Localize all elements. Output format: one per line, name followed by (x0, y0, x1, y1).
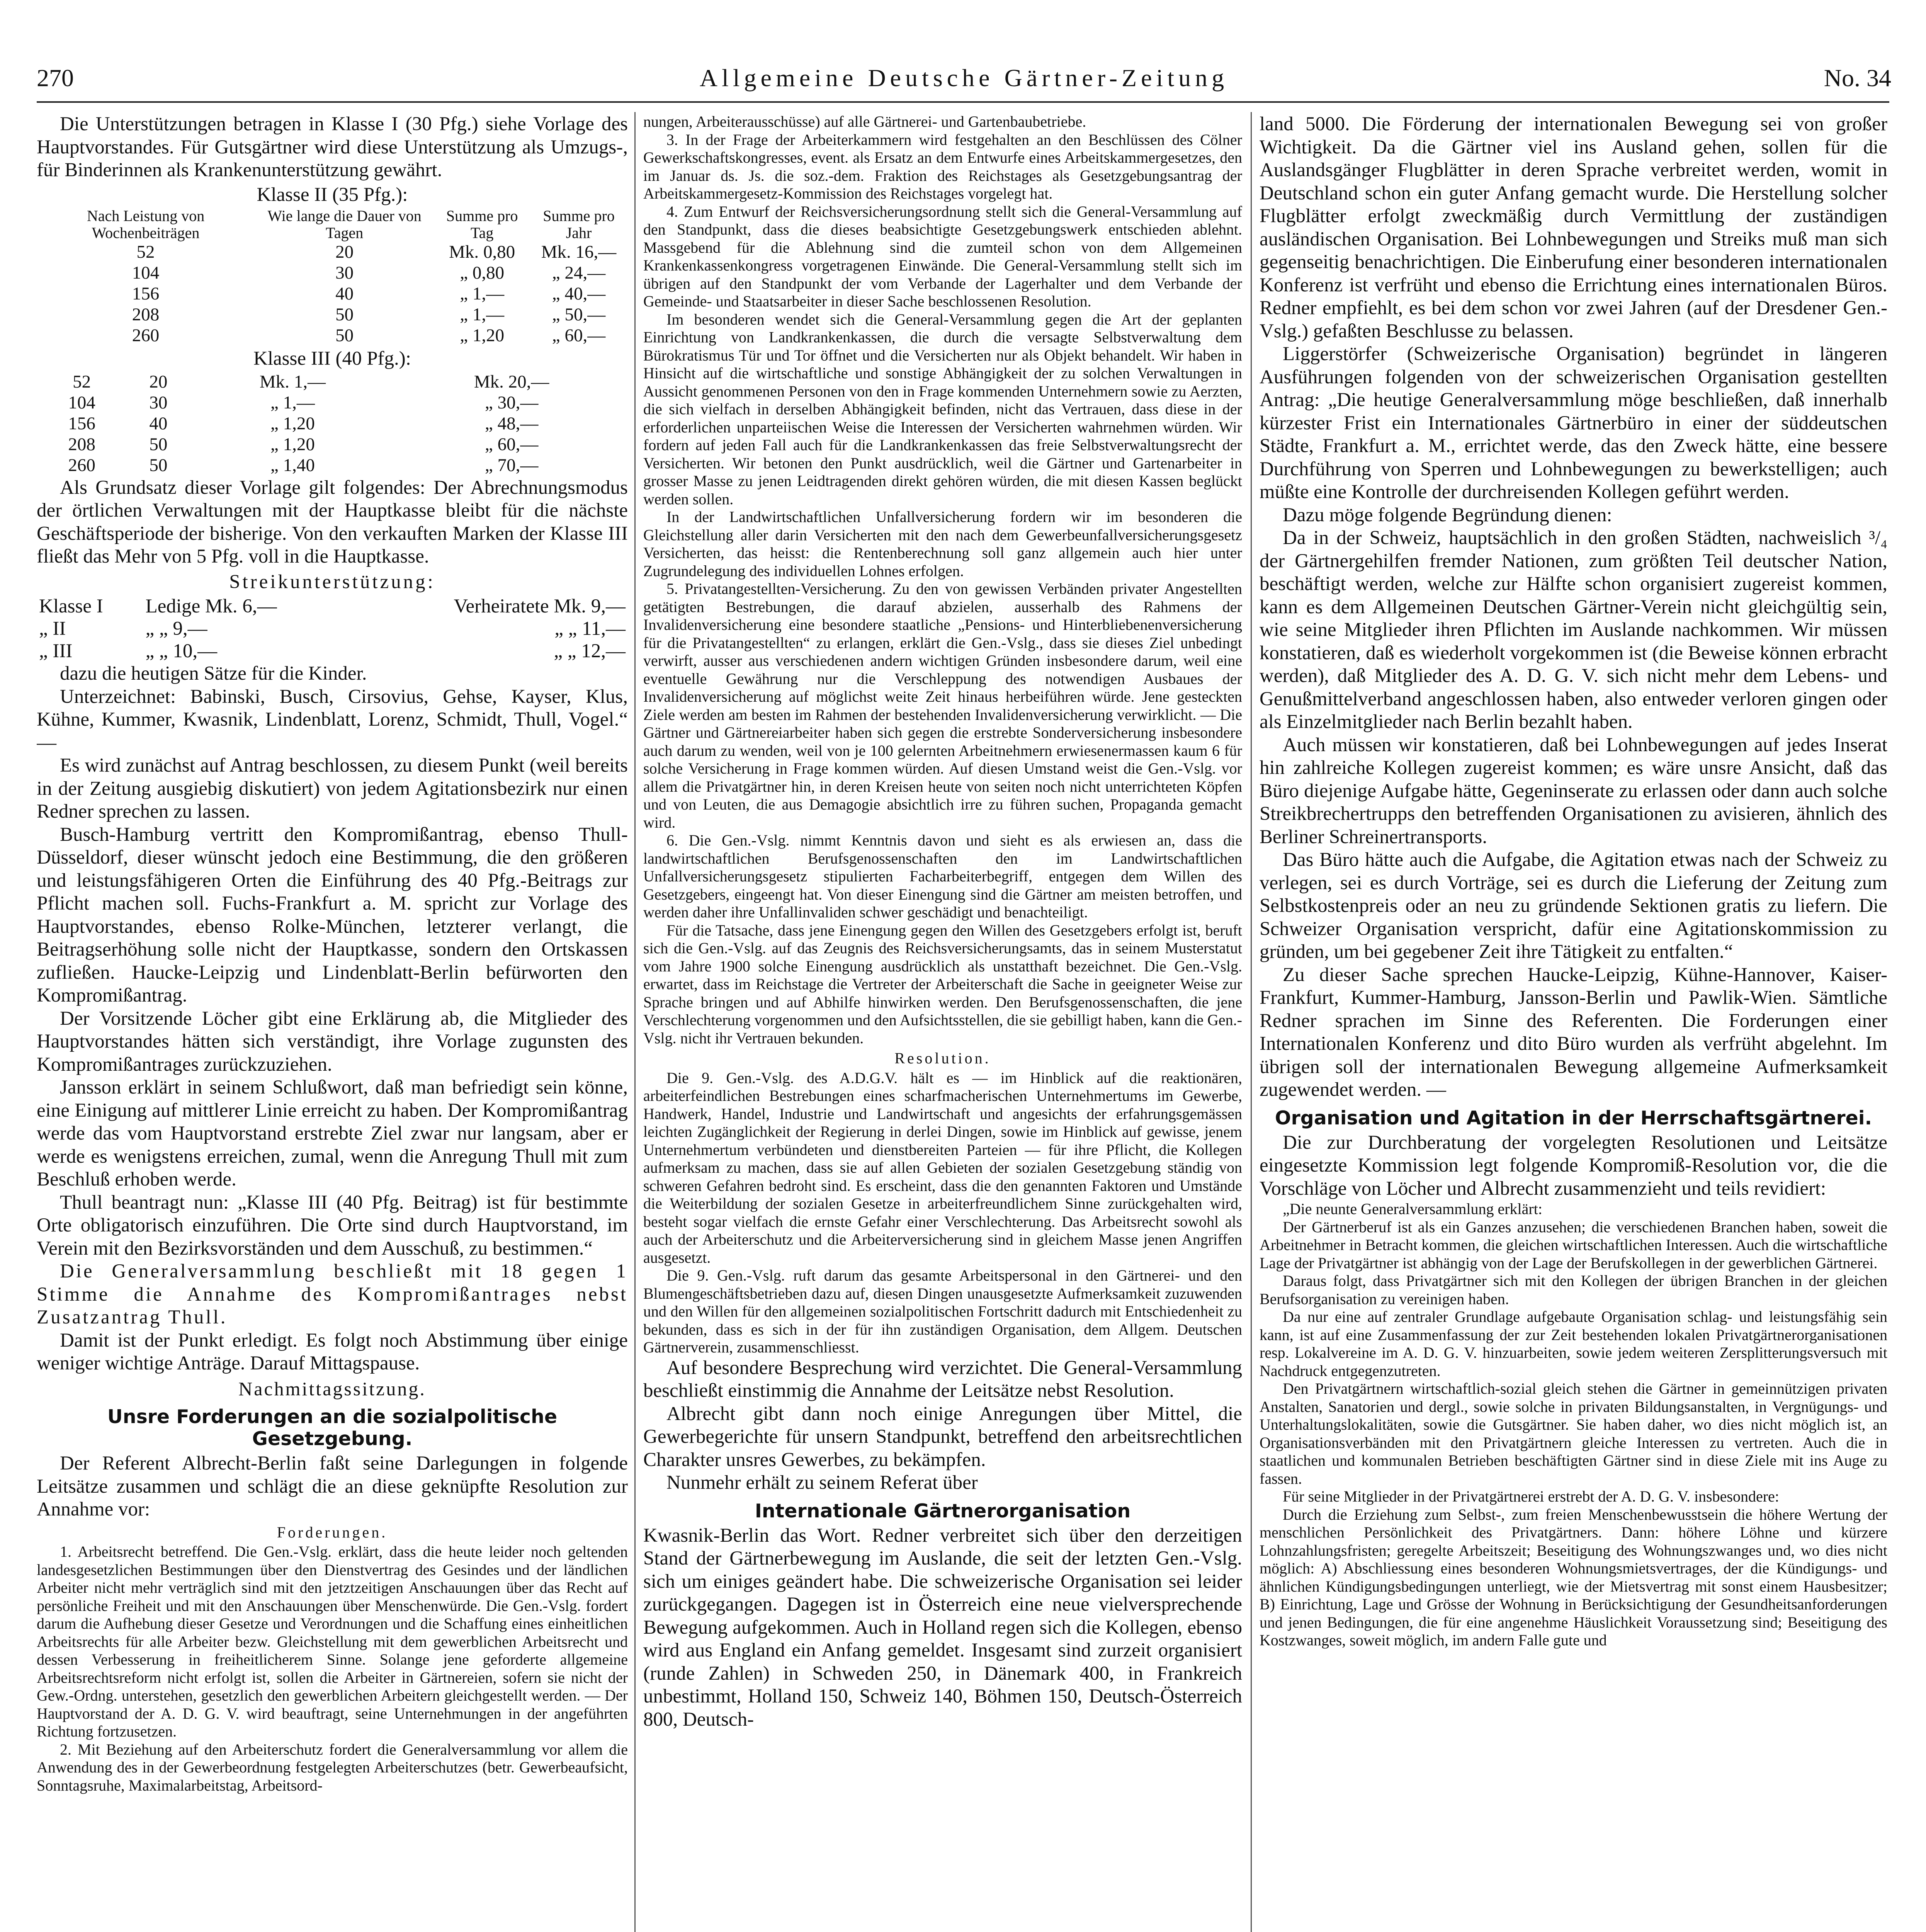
paragraph: Die 9. Gen.-Vslg. ruft darum das gesamte Arbeitspersonal in den Gärtnerei- und den Blumengeschäftsbetrieben dazu auf, diesen Dingen unausgesetzte Aufmerksamkeit zuzuwenden und den Willen für den allgemeinen sozialpolitischen Fortschritt dadurch mit Entschiedenheit zu bekunden, dass es sich in der für ihn zuständigen Organisation, dem Allgem. Deutschen Gärtnerverein, zusammenschliesst. (643, 1267, 1242, 1356)
table-header: Summe pro Jahr (543, 207, 615, 242)
cell: 104 (68, 392, 95, 413)
table-header: Wie lange die Dauer von Tagen (267, 207, 422, 242)
column-2 (643, 113, 1242, 1932)
paragraph: Jansson erklärt in seinem Schlußwort, daß man befriedigt sein könne, eine Einigung auf mittlerer Linie erreicht zu haben. Der Kompromißantrag werde das vom Hauptvorstand erstrebte Ziel zwar nur langsam, aber er werde es wenigstens erreichen, zumal, wenn die Anregung Thull mit zum Beschluß erhoben werde. (37, 1077, 628, 1190)
cell: „ 1,20 (270, 434, 315, 454)
table-header: Summe pro Tag (446, 207, 518, 242)
column-divider (1251, 112, 1252, 1932)
klasse-2-label: Klasse II (35 Pfg.): (257, 184, 408, 206)
paragraph: Da nur eine auf zentraler Grundlage aufgebaute Organisation schlag- und leistungsfähig sein kann, ist auf eine Zusammenfassung der zur Zeit bestehenden lokalen Privatgärtnerorganisationen resp. Lokalvereine im A. D. G. V. hinzuarbeiten, sowie jedem weiteren Zersplitterungsversuch mit Nachdruck entgegenzutreten. (1260, 1308, 1887, 1379)
paragraph: Damit ist der Punkt erledigt. Es folgt noch Abstimmung über einige weniger wichtige Anträge. Darauf Mittagspause. (37, 1329, 628, 1374)
paragraph: In der Landwirtschaftlichen Unfallversicherung fordern wir im besonderen die Gleichstellung aller darin Versicherten mit den nach dem Gewerbeunfallversicherungsgesetz Versicherten, das heisst: die Rentenberechnung soll ganz allgemein auch hier unter Zugrundelegung des individuellen Lohnes erfolgen. (643, 508, 1242, 580)
cell: 50 (149, 434, 168, 454)
paragraph: Kwasnik-Berlin das Wort. Redner verbreitet sich über den derzeitigen Stand der Gärtnerbewegung im Auslande, die seit der letzten Gen.-Vslg. sich um einiges geändert habe. Die schweizerische Organisation sei leider zurückgegangen. Dagegen ist in Österreich eine neue vielversprechende Bewegung aufgekommen. Auch in Holland regen sich die Kollegen, ebenso wird aus England ein Anfang gemeldet. Insgesamt sind zurzeit organisiert (runde Zahlen) in Schweden 250, in Dänemark 400, in Frankreich unbestimmt, Holland 150, Schweiz 140, Böhmen 150, Deutsch-Österreich 800, Deutsch- (643, 1524, 1242, 1730)
table-row (37, 262, 628, 283)
subsection-title: Resolution. (894, 1049, 991, 1067)
cell: Ledige Mk. 6,— (145, 595, 277, 617)
paragraph: Da in der Schweiz, hauptsächlich in den großen Städten, nachweislich ³/₄ der Gärtnergehilfen fremder Nationen, zum größten Teil deutscher Nation, beschäftigt werden, welche zur Hälfte schon organisiert zugereist kommen, kann es dem Allgemeinen Deutschen Gärtner-Verein nicht gleichgültig sein, wie seine Mitglieder ihren Pflichten im Auslande nachkommen. Wir müssen konstatieren, daß es wiederholt vorgekommen ist (die Beweise können erbracht werden), daß Mitglieder des A. D. G. V. sich nicht mehr dem Lebens- und Genußmittelverband angeschlossen haben, also entweder verloren gingen oder als Einzelmitglieder nach Berlin bezahlt haben. (1260, 527, 1887, 733)
support-table-klasse-2 (37, 207, 628, 346)
cell: 40 (149, 413, 168, 434)
cell: 50 (335, 325, 354, 345)
issue-number: No. 34 (1824, 64, 1891, 92)
paragraph: Als Grundsatz dieser Vorlage gilt folgendes: Der Abrechnungsmodus der örtlichen Verwaltungen mit der Hauptkasse bleibt für die nächste Geschäftsperiode der bisherige. Von den verkauften Marken der Klasse III fließt das Mehr von 5 Pfg. voll in die Hauptkasse. (37, 476, 628, 567)
paragraph: 3. In der Frage der Arbeiterkammern wird festgehalten an den Beschlüssen des Cölner Gewerkschaftskongresses, event. als Ersatz an dem Entwurfe eines Arbeitskammergesetzes, den im Januar ds. Js. die soz.-dem. Fraktion des Reichstages als Gesetzgebungsantrag der Arbeitskammergesetz-Kommission des Reichstages vorgelegt hat. (643, 131, 1242, 202)
cell: „ 1,— (460, 304, 505, 325)
cell: „ 60,— (552, 325, 606, 345)
paragraph: 1. Arbeitsrecht betreffend. Die Gen.-Vslg. erklärt, dass die heute leider noch geltenden landesgesetzlichen Bestimmungen über den Dienstvertrag des Gesindes und der ländlichen Arbeiter nicht mehr verträglich sind mit den jetztzeitigen Anschauungen über das Recht auf persönliche Freiheit und mit den Anschauungen über Menschenwürde. Die Gen.-Vslg. fordert darum die Aufhebung dieser Gesetze und Verordnungen und die Schaffung eines einheitlichen Arbeitsrechts für alle Arbeiter bezw. Gleichstellung mit dem gewerblichen Arbeitsrecht und dessen Verbesserung in freiheitlicherem Sinne. Solange jene geforderte allgemeine Arbeitsrechtsreform nicht erfolgt ist, sollen die Arbeiter in Gärtnereien, sofern sie nicht der Gew.-Ordng. unterstehen, gesetzlich den gewerblichen Arbeitern gleichgestellt werden. — Der Hauptvorstand der A. D. G. V. wird beauftragt, seine Unternehmungen in der angeführten Richtung fortzusetzen. (37, 1543, 628, 1740)
paragraph: Auf besondere Besprechung wird verzichtet. Die General-Versammlung beschließt einstimmig die Annahme der Leitsätze nebst Resolution. (643, 1357, 1242, 1401)
cell: Mk. 20,— (474, 371, 549, 392)
cell: 208 (68, 434, 95, 454)
paragraph: Dazu möge folgende Begründung dienen: (1283, 504, 1612, 526)
paragraph: 2. Mit Beziehung auf den Arbeiterschutz fordert die Generalversammlung vor allem die Anwendung des in der Gewerbeordnung festgelegten Arbeiterschutzes (betr. Gewerbeaufsicht, Sonntagsruhe, Maximalarbeitstag, Arbeitsord- (37, 1740, 628, 1794)
paragraph: 5. Privatangestellten-Versicherung. Zu den von gewissen Verbänden privater Angestellten getätigten Bestrebungen, die darauf abzielen, ausserhalb des Rahmens der Invalidenversicherung eine besondere staatliche „Pensions- und Hinterbliebenenversicherung für die Privatangestellten“ zu erlangen, erklärt die Gen.-Vslg., dass sie dieses Ziel unbedingt verwirft, ausser aus verschiedenen andern wichtigen Gründen insbesondere darum, weil eine eventuelle Gewährung nur die Verschleppung des notwendigen Ausbaues der Invalidenversicherung auf möglichst weite Zeit hinaus herbeiführen würde. Jene gesteckten Ziele werden am besten im Rahmen der bestehenden Invalidenversicherung verwirklicht. — Die Gärtner und Gärtnereiarbeiter haben sich gegen die erstrebte Sonderversicherung insbesondere auch darum zu wenden, weil von je 100 gelernten Arbeitnehmern erwiesenermassen kaum 6 für solche Versicherung in Frage kommen würden. Auf diesen Umstand weist die Gen.-Vslg. vor allem die Privatgärtner hin, in deren Kreisen heute von seiten noch nicht unterrichteten Köpfen und von Leuten, die aus Demagogie absichtlich irre zu führen suchen, Propaganda gemacht wird. (643, 580, 1242, 831)
paragraph: Daraus folgt, dass Privatgärtner sich mit den Kollegen der übrigen Branchen in der gleichen Berufsorganisation zu vereinigen haben. (1260, 1272, 1887, 1308)
table-row (37, 434, 628, 455)
paragraph: Albrecht gibt dann noch einige Anregungen über Mittel, die Gewerbegerichte für unsern Standpunkt, betreffend den arbeitsrechtlichen Charakter unsres Gewerbes, zu bekämpfen. (643, 1403, 1242, 1471)
table-row (37, 617, 628, 640)
signatories: Unterzeichnet: Babinski, Busch, Cirsovius, Gehse, Kayser, Klus, Kühne, Kummer, Kwasnik, Lindenblatt, Lorenz, Schmidt, Thull, Vogel.“ — (37, 685, 628, 753)
cell: 30 (149, 392, 168, 413)
cell: 208 (132, 304, 160, 325)
newspaper-title: Allgemeine Deutsche Gärtner-Zeitung (699, 64, 1229, 92)
paragraph: Im besonderen wendet sich die General-Versammlung gegen die Art der geplanten Einrichtung von Landkrankenkassen, die durch die versagte Selbstverwaltung dem Bürokratismus Tür und Tor öffnet und die Versicherten nur als Objekt behandelt. Wir haben in Hinsicht auf die wirtschaftliche und sonstige Abhängigkeit der zu solchen Verwaltungen in Aussicht genommenen Personen von den in Frage kommenden Unternehmern sowie zu Aerzten, die sich vielfach in derselben Abhängigkeit befinden, nicht das Vertrauen, dass diese in der erforderlichen unparteiischen Weise die Interessen der Versicherten wahrnehmen würden. Wir fordern auf jeden Fall auch für die Landkrankenkassen das freie Selbstverwaltungsrecht der Versicherten. Wir betonen den Punkt ausdrücklich, weil die Gärtner und Gartenarbeiter in grosser Masse zu jenen Leidtragenden direkt gehören würden, die mit diesen Kassen beglückt werden sollen. (643, 310, 1242, 508)
cell: „ „ 9,— (145, 618, 207, 639)
table-row (37, 371, 628, 392)
cell: „ 1,40 (270, 455, 315, 475)
paragraph: 4. Zum Entwurf der Reichsversicherungsordnung stellt sich die General-Versammlung auf den Standpunkt, dass die dieses beabsichtigte Gesetzgebungswerk entschieden ablehnt. Massgebend für die Ablehnung sind die zumteil schon von dem Allgemeinen Krankenkassenkongress vorgetragenen Einwände. Die General-Versammlung stellt sich im übrigen auf den Standpunkt der vom Verbande der Lagerhalter und dem Verbande der Gemeinde- und Staatsarbeiter in dieser Sache beschlossenen Resolution. (643, 202, 1242, 310)
column-3 (1260, 113, 1887, 1932)
cell: 50 (149, 455, 168, 475)
paragraph: Der Gärtnerberuf ist als ein Ganzes anzusehen; die verschiedenen Branchen haben, soweit die Arbeitnehmer in Betracht kommen, die gleichen wirtschaftlichen Interessen. Auch die wirtschaftliche Lage der Privatgärtner ist abhängig von der Lage der Berufskollegen in der gewerblichen Gärtnerei. (1260, 1218, 1887, 1272)
cell: 52 (73, 371, 91, 392)
klasse-3-label: Klasse III (40 Pfg.): (253, 347, 411, 369)
cell: „ 1,— (460, 283, 505, 304)
cell: „ 1,20 (270, 413, 315, 434)
table-row (37, 595, 628, 617)
subsection-title: Forderungen. (277, 1523, 388, 1541)
cell: 156 (68, 413, 95, 434)
paragraph: Den Privatgärtnern wirtschaftlich-sozial gleich stehen die Gärtner in gemeinnützigen privaten Anstalten, Sanatorien und dergl., sowie solche in privaten Bildungsanstalten, in Vergnügungs- und Unterhaltungslokalitäten, sowie die Gutsgärtner. Sie haben daher, wo dies nicht möglich ist, an Organisationsverbänden mit den Privatgärtnern gleiche Interessen zu vertreten. Auch die in staatlichen und kommunalen Betrieben beschäftigten Gärtner sind in diese Ziele mit ins Auge zu fassen. (1260, 1380, 1887, 1487)
paragraph: Thull beantragt nun: „Klasse III (40 Pfg. Beitrag) ist für bestimmte Orte obligatorisch einzuführen. Die Orte sind durch Hauptvorstand, im Verein mit den Bezirksvorständen und dem Ausschuß, zu bestimmen.“ (37, 1191, 628, 1259)
paragraph: dazu die heutigen Sätze für die Kinder. (60, 663, 367, 684)
cell: „ 1,— (270, 392, 315, 413)
paragraph: Die 9. Gen.-Vslg. des A.D.G.V. hält es — im Hinblick auf die reaktionären, arbeiterfeindlichen Bestrebungen eines scharfmacherischen Unternehmertums im Gewerbe, Handwerk, Handel, Industrie und Landwirtschaft und angesichts der erfahrungsgemässen leichten Zugänglichkeit der Regierung in derlei Dingen, sowie im Hinblick auf gewisse, jenem Unternehmertum verbündeten und dienstbereiten Parteien — für ihre Pflicht, die Kollegen aufmerksam zu machen, dass sie auf allen Gebieten der sozialen Gesetzgebung ständig von schweren Gefahren bedroht sind. Es erscheint, dass die den genannten Faktoren und Umstände die Weiterbildung der sozialen Gesetze in arbeiterfreundlichem Sinne zurückgehalten wird, besteht sogar vielfach die ernste Gefahr einer Verschlechterung. Das Arbeitsrecht sowohl als auch der Arbeiterschutz und die Arbeiterversicherung sind in gleichem Masse jenen Angriffen ausgesetzt. (643, 1069, 1242, 1266)
cell: „ 1,20 (460, 325, 505, 345)
paragraph: Nunmehr erhält zu seinem Referat über (666, 1472, 978, 1493)
paragraph: Der Referent Albrecht-Berlin faßt seine Darlegungen in folgende Leitsätze zusammen und schlägt die an diese geknüpfte Resolution zur Annahme vor: (37, 1452, 628, 1520)
section-title: Nachmittagssitzung. (238, 1378, 426, 1400)
cell: 156 (132, 283, 160, 304)
table-header: Nach Leistung von Wochenbeiträgen (87, 207, 205, 242)
cell: „ „ 10,— (145, 640, 218, 662)
paragraph: „Die neunte Generalversammlung erklärt: (1283, 1200, 1542, 1218)
cell: „ II (39, 618, 66, 639)
cell: 104 (132, 262, 160, 283)
cell: „ 50,— (552, 304, 606, 325)
cell: Klasse I (39, 595, 103, 617)
paragraph: Es wird zunächst auf Antrag beschlossen, zu diesem Punkt (weil bereits in der Zeitung ausgiebig diskutiert) von jedem Agitationsbezirk nur einen Redner sprechen zu lassen. (37, 755, 628, 822)
header-rule (37, 101, 1889, 103)
paragraph: Busch-Hamburg vertritt den Kompromißantrag, ebenso Thull-Düsseldorf, dieser wünscht jedoch eine Bestimmung, die den größeren und leistungsfähigeren Orten die Einführung des 40 Pfg.-Beitrags zur Pflicht machen soll. Fuchs-Frankfurt a. M. spricht zur Vorlage des Hauptvorstandes, ebenso Rolke-München, letzterer verlangt, die Beitragserhöhung solle nicht der Hauptkasse, sondern den Ortskassen zufließen. Haucke-Leipzig und Lindenblatt-Berlin befürworten den Kompromißantrag. (37, 823, 628, 1006)
cell: „ 60,— (484, 434, 539, 454)
cell: „ „ 12,— (554, 640, 626, 662)
paragraph: Durch die Erziehung zum Selbst-, zum freien Menschenbewusstsein die höhere Wertung der menschlichen Persönlichkeit des Privatgärtners. Dann: höhere Löhne und kürzere Lohnzahlungsfristen; geregelte Arbeitszeit; Beseitigung des Wohnungszwanges und, wo dies nicht möglich: A) Abschliessung eines besonderen Wohnungsmietsvertrages, der die Kündigungs- und ähnlichen Kündigungsbedingungen unterliegt, wie der Mietsvertrag mit sonst einem Hausbesitzer; B) Einrichtung, Lage und Grösse der Wohnung in Berücksichtigung der Gesundheitsanforderungen und jenen Bedingungen, die für eine angenehme Häuslichkeit Voraussetzung sind; Beseitigung des Kostzwanges, soweit möglich, im andern Falle gute und (1260, 1505, 1887, 1649)
table-row (37, 640, 628, 662)
section-title: Streikunterstützung: (229, 571, 435, 593)
cell: „ 30,— (484, 392, 539, 413)
paragraph: nungen, Arbeiterausschüsse) auf alle Gärtnerei- und Gartenbaubetriebe. (643, 113, 1086, 130)
paragraph: land 5000. Die Förderung der internationalen Bewegung sei von großer Wichtigkeit. Da die Gärtner viel ins Ausland gehen, sollen für die Auslandsgänger Flugblätter in deren Sprache verbreitet werden, womit in Deutschland schon ein guter Anfang gemacht wurde. Die Herstellung solcher Flugblätter erfolgt zweckmäßig durch Vermittlung der zuständigen ausländischen Organisation. Bei Lohnbewegungen und Streiks muß man sich gegenseitig benachrichtigen. Die Einberufung einer besonderen internationalen Konferenz ist verfrüht und ebenso die Errichtung eines internationalen Büros. Redner empfiehlt, es bei dem schon vor zwei Jahren (auf der Dresdener Gen.-Vslg.) gefaßten Beschlusse zu belassen. (1260, 113, 1887, 342)
strike-support-table (37, 595, 628, 662)
cell: 30 (335, 262, 354, 283)
cell: Mk. 1,— (259, 371, 326, 392)
table-row (37, 392, 628, 413)
paragraph: 6. Die Gen.-Vslg. nimmt Kenntnis davon und sieht es als erwiesen an, dass die landwirtschaftlichen Berufsgenossenschaften den im Landwirtschaftlichen Unfallversicherungsgesetz stipulierten Facharbeiterbegriff, entgegen dem Willen des Gesetzgebers, eingeengt hat. Von dieser Einengung sind die Gärtner am meisten betroffen, und werden daher ihre Unfallinvaliden schwer geschädigt und benachteiligt. (643, 832, 1242, 921)
cell: „ 40,— (552, 283, 606, 304)
table-row (37, 242, 628, 262)
paragraph: Für seine Mitglieder in der Privatgärtnerei erstrebt der A. D. G. V. insbesondere: (1283, 1488, 1779, 1505)
cell: „ 48,— (484, 413, 539, 434)
cell: Mk. 0,80 (449, 242, 515, 262)
paragraph: Liggerstörfer (Schweizerische Organisation) begründet in längeren Ausführungen folgenden von der schweizerischen Organisation gestellten Antrag: „Die heutige Generalversammlung möge beschließen, daß innerhalb kürzester Frist ein Internationales Gärtnerbüro in einer der süddeutschen Städte, Frankfurt a. M., errichtet werde, das den Zweck hätte, eine bessere Durchführung von Sperren und Lohnbewegungen zu bewerkstelligen; auch müßte eine Kontrolle der durchreisenden Kollegen geführt werden. (1260, 343, 1887, 503)
paragraph: Die zur Durchberatung der vorgelegten Resolutionen und Leitsätze eingesetzte Kommission legt folgende Kompromiß-Resolution vor, die die Vorschläge von Löcher und Albrecht zusammenzieht und teils revidiert: (1260, 1131, 1887, 1199)
cell: 50 (335, 304, 354, 325)
paragraph: Die Unterstützungen betragen in Klasse I (30 Pfg.) siehe Vorlage des Hauptvorstandes. Für Gutsgärtner wird diese Unterstützung als Umzugs-, für Binderinnen als Krankenunterstützung gewährt. (37, 113, 628, 181)
section-heading: Unsre Forderungen an die sozialpolitische Gesetzgebung. (107, 1406, 558, 1450)
page-number: 270 (37, 64, 74, 92)
cell: Verheiratete Mk. 9,— (454, 595, 626, 617)
section-heading: Organisation und Agitation in der Herrschaftsgärtnerei. (1275, 1107, 1872, 1129)
cell: 260 (132, 325, 160, 345)
paragraph: Auch müssen wir konstatieren, daß bei Lohnbewegungen auf jedes Inserat hin zahlreiche Kollegen zugereist kommen; es wäre unsre Ansicht, daß das Büro diejenige Aufgabe hätte, Gegeninserate zu erlassen oder dann auch solche Streikbrechertrupps den betreffenden Organisationen zu avisieren, ähnlich des Berliner Schreinertransports. (1260, 734, 1887, 848)
cell: „ 24,— (552, 262, 606, 283)
paragraph: Der Vorsitzende Löcher gibt eine Erklärung ab, die Mitglieder des Hauptvorstandes hätten sich verständigt, ihre Vorlage zugunsten des Kompromißantrages zurückzuziehen. (37, 1007, 628, 1075)
column-1 (37, 113, 628, 1932)
section-heading: Internationale Gärtnerorganisation (755, 1500, 1131, 1522)
cell: „ 70,— (484, 455, 539, 475)
column-divider (634, 112, 636, 1932)
table-row (37, 304, 628, 325)
paragraph: Für die Tatsache, dass jene Einengung gegen den Willen des Gesetzgebers erfolgt ist, beruft sich die Gen.-Vslg. auf das Zeugnis des Reichsversicherungsamts, das in seinem Musterstatut vom Jahre 1900 solche Einengung ausdrücklich als unstatthaft bezeichnet. Die Gen.-Vslg. erwartet, dass im Reichstage die Vertreter der Arbeiterschaft die Sache in geeigneter Weise zur Sprache bringen und auf Abhilfe hinwirken werden. Den Berufsgenossenschaften, die jene Verschlechterung vorgenommen und den Aufsichtsstellen, die sie gebilligt haben, kann die Gen.-Vslg. nicht ihr Vertrauen bekunden. (643, 921, 1242, 1047)
cell: 260 (68, 455, 95, 475)
cell: 20 (335, 242, 354, 262)
cell: 20 (149, 371, 168, 392)
paragraph: Die Generalversammlung beschließt mit 18 gegen 1 Stimme die Annahme des Kompromißantrages nebst Zusatzantrag Thull. (37, 1260, 628, 1328)
page-header (37, 64, 1891, 99)
cell: „ „ 11,— (554, 618, 626, 639)
table-row (37, 455, 628, 476)
table-row (37, 413, 628, 434)
table-row (37, 325, 628, 346)
support-table-klasse-3 (37, 371, 628, 476)
paragraph: Zu dieser Sache sprechen Haucke-Leipzig, Kühne-Hannover, Kaiser-Frankfurt, Kummer-Hamburg, Jansson-Berlin und Pawlik-Wien. Sämtliche Redner sprachen im Sinne des Referenten. Die Forderungen einer Internationalen Konferenz und dito Büro wurden als verfrüht abgelehnt. Im übrigen soll der internationalen Bewegung allgemeine Aufmerksamkeit zugewendet werden. — (1260, 964, 1887, 1100)
cell: 52 (136, 242, 155, 262)
table-row (37, 283, 628, 304)
cell: Mk. 16,— (541, 242, 617, 262)
paragraph: Das Büro hätte auch die Aufgabe, die Agitation etwas nach der Schweiz zu verlegen, sei es durch Vorträge, sei es durch die Lieferung der Zeitung zum Selbstkostenpreis oder an neu zu gründende Sektionen gratis zu liefern. Die Schweizer Organisation verspricht, dafür eine Agitationskommission zu gründen, um bei gegebener Zeit ihre Tätigkeit zu entfalten.“ (1260, 849, 1887, 963)
cell: „ III (39, 640, 73, 662)
cell: „ 0,80 (460, 262, 505, 283)
cell: 40 (335, 283, 354, 304)
